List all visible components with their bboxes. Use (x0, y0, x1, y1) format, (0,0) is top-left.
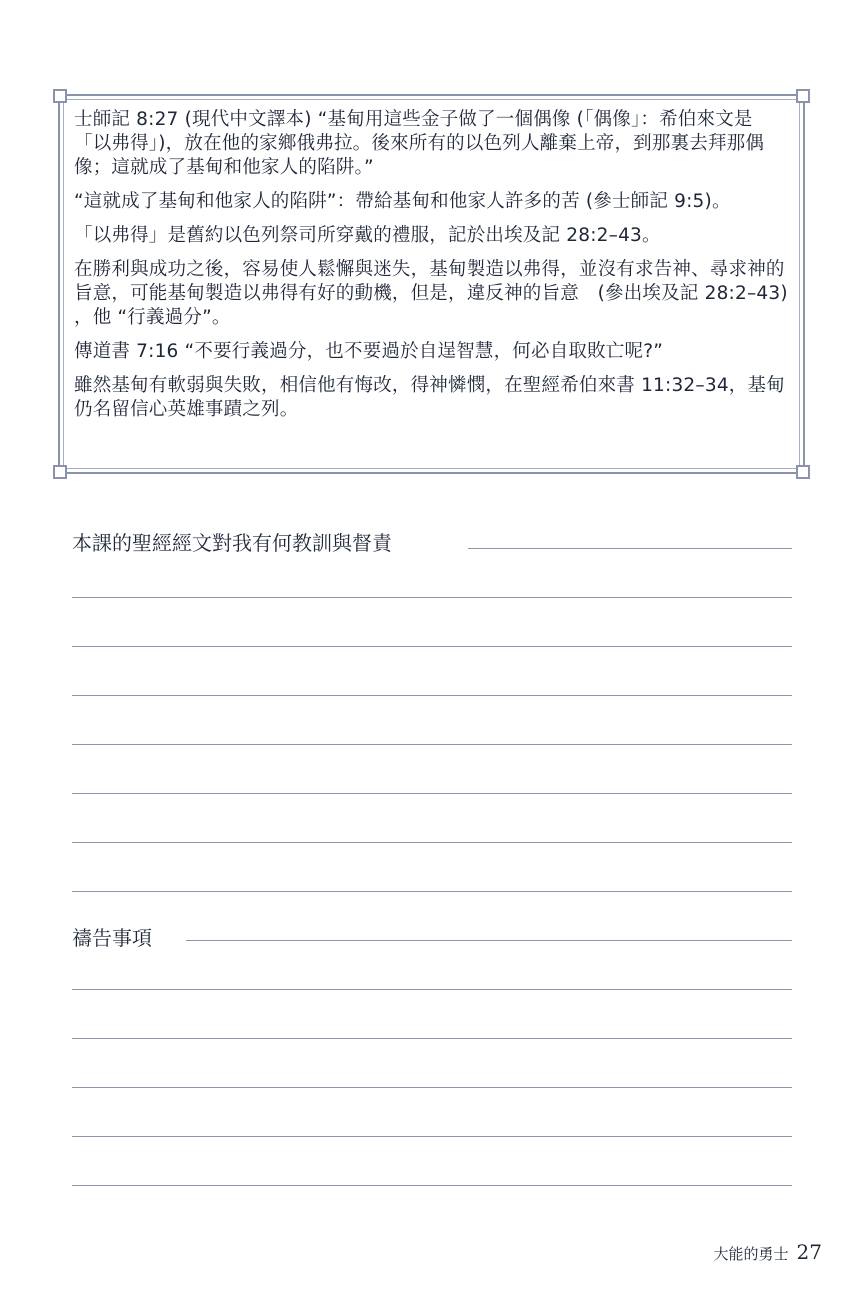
note-box (58, 94, 805, 474)
page-footer (714, 1240, 822, 1264)
note-paragraphs (74, 108, 789, 432)
corner-ornament (796, 465, 810, 479)
writing-line[interactable] (72, 891, 792, 892)
note-paragraph: 士師記 8:27 (現代中文譯本) “基甸用這些金子做了一個偶像 (「偶像」：希伯來文是「以弗得」)，放在他的家鄉俄弗拉。後來所有的以色列人離棄上帝，到那裏去拜那偶像；這就成了基甸和他家人的陷阱。” (74, 109, 765, 178)
corner-ornament (796, 89, 810, 103)
note-paragraph: 雖然基甸有軟弱與失敗，相信他有悔改，得神憐憫，在聖經希伯來書 11:32–34，基甸仍名留信心英雄事蹟之列。 (74, 375, 785, 420)
writing-line[interactable] (72, 793, 792, 794)
prayer-section-title: 禱告事項 (72, 925, 170, 951)
note-paragraph: “這就成了基甸和他家人的陷阱”：帶給基甸和他家人許多的苦 (參士師記 9:5)。 (74, 191, 731, 212)
page-number: 27 (796, 1240, 822, 1264)
writing-line[interactable] (72, 646, 792, 647)
note-paragraph: 在勝利與成功之後，容易使人鬆懈與迷失，基甸製造以弗得，並沒有求告神、尋求神的旨意，可能基甸製造以弗得有好的動機，但是，違反神的旨意 (參出埃及記 28:2–43) ，他 “行義過分”。 (74, 259, 788, 328)
note-paragraph: 「以弗得」是舊約以色列祭司所穿戴的禮服，記於出埃及記 28:2–43。 (74, 225, 661, 246)
writing-line[interactable] (72, 597, 792, 598)
book-title: 大能的勇士 (713, 1245, 789, 1263)
lesson-section-title: 本課的聖經經文對我有何教訓與督責 (72, 530, 410, 556)
corner-ornament (53, 465, 67, 479)
writing-line[interactable] (72, 989, 792, 990)
corner-ornament (53, 89, 67, 103)
writing-line[interactable] (468, 548, 792, 549)
writing-line[interactable] (72, 744, 792, 745)
writing-line[interactable] (72, 1136, 792, 1137)
note-paragraph: 傳道書 7:16 “不要行義過分，也不要過於自逞智慧，何必自取敗亡呢?” (74, 341, 663, 362)
writing-line[interactable] (72, 1087, 792, 1088)
writing-line[interactable] (72, 1185, 792, 1186)
writing-line[interactable] (186, 940, 792, 941)
writing-line[interactable] (72, 842, 792, 843)
writing-line[interactable] (72, 1038, 792, 1039)
writing-line[interactable] (72, 695, 792, 696)
